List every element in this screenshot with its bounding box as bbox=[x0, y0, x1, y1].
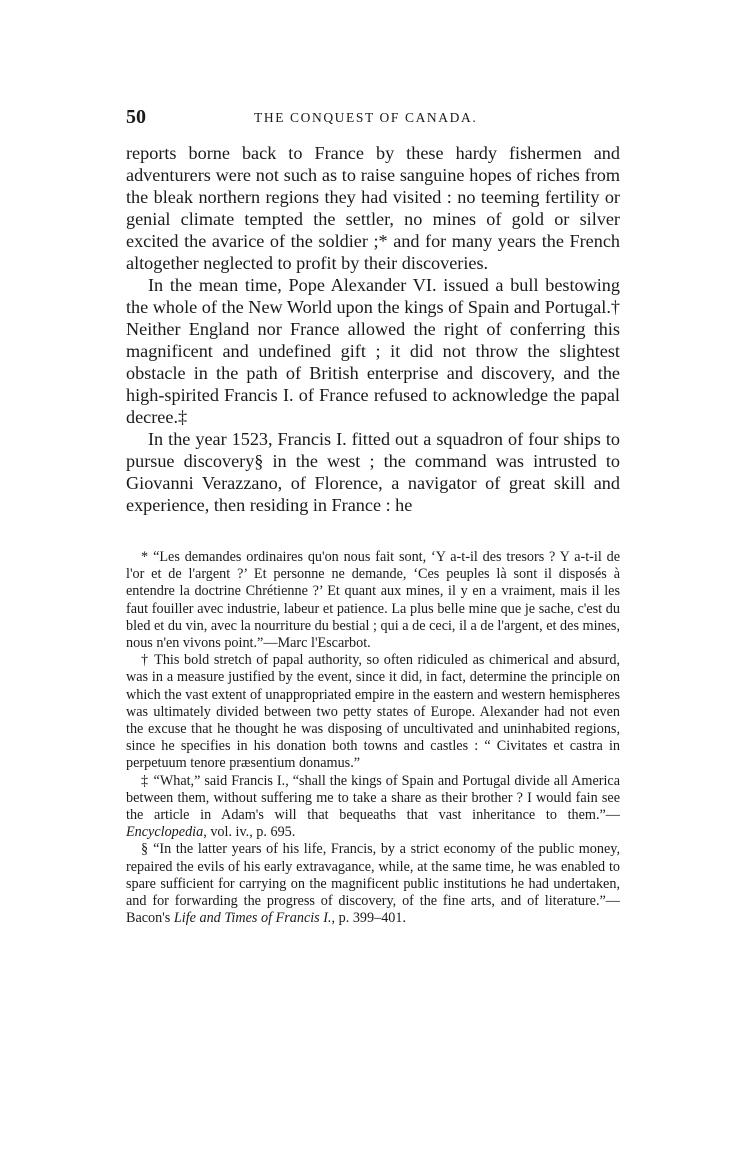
footnote-text: “In the latter years of his life, Francis, by a strict economy of the public money, repaired the evils of his early extravagance, while, at the same time, he was enabled to spare sufficient for carrying on the magnificent public institutions he had undertaken, and for forwarding the progress of discovery, of the fine arts, and of literature.”— Bacon's bbox=[126, 841, 620, 927]
footnote-mark: * bbox=[141, 549, 149, 565]
paragraph-verazzano: In the year 1523, Francis I. fitted out a squadron of four ships to pursue discovery§ in the west ; the command was intrusted to Giovanni Verazzano, of Florence, a navigator of great skill and experience, then residing in France : he bbox=[126, 429, 620, 515]
footnote-double-dagger bbox=[126, 773, 620, 842]
page-number: 50 bbox=[126, 106, 146, 128]
footnote-dagger bbox=[126, 652, 620, 772]
footnote-mark: ‡ bbox=[141, 772, 149, 789]
page-header bbox=[126, 106, 620, 130]
footnote-citation: , vol. iv., p. 695. bbox=[203, 824, 296, 841]
paragraph-papal-bull: In the mean time, Pope Alexander VI. issued a bull bestowing the whole of the New World upon the kings of Spain and Portugal.† Neither England nor France allowed the right of conferring this magnificent and undefined gift ; it did not throw the slightest obstacle in the path of British enterprise and discovery, and the high-spirited Francis I. of France refused to acknowledge the papal decree.‡ bbox=[126, 275, 620, 427]
footnote-text: “Les demandes ordinaires qu'on nous fait sont, ‘Y a-t-il des tresors ? Y a-t-il de l'or et de l'argent ?’ Et personne ne demande, ‘Ces peuples là sont il disposés à entendre la doctrine Chrétienne ?’ Et quant aux mines, il y en a vraiment, mais il les faut fouiller avec industrie, labeur et patience. La plus belle mine que je sache, c'est du bled et du vin, avec la nourriture du bestial ; qui a de ceci, il a de l'argent, et des mines, nous n'en vivons point.”—Marc l'Escarbot. bbox=[126, 549, 620, 652]
footnote-section bbox=[126, 841, 620, 927]
footnote-mark: † bbox=[141, 652, 150, 669]
footnote-text: “What,” said Francis I., “shall the kings of Spain and Portugal divide all America between them, without suffering me to take a share as their brother ? I would fain see the article in Adam's will that bequeaths that vast inheritance to them.”— bbox=[126, 772, 621, 824]
footnote-asterisk bbox=[126, 549, 620, 652]
paragraph-continued: reports borne back to France by these hardy fishermen and adventurers were not such as to raise sanguine hopes of riches from the bleak northern regions they had visited : no teeming fertility or genial climate tempted the settler, no mines of gold or silver excited the avarice of the soldier ;* and for many years the French altogether neglected to profit by their discoveries. bbox=[126, 143, 620, 273]
footnote-mark: § bbox=[141, 841, 149, 858]
footnote-citation: , p. 399–401. bbox=[331, 910, 407, 927]
footnotes bbox=[126, 549, 620, 927]
running-title: THE CONQUEST OF CANADA. bbox=[254, 110, 478, 125]
footnote-text: This bold stretch of papal authority, so often ridiculed as chimerical and absurd, was in a measure justified by the event, since it did, in fact, determine the principle on which the vast extent of unappropriated empire in the eastern and western hemispheres was ultimately divided between two petty states of Europe. Alexander had not even the excuse that he thought he was disposing of uncultivated and uninhabited regions, since he specifies in his donation both towns and castles : “ Civitates et castra in perpetuum tenore præsentium donamus.” bbox=[126, 652, 620, 772]
footnote-source-title: Encyclopedia bbox=[126, 824, 204, 841]
footnote-source-title: Life and Times of Francis I. bbox=[173, 910, 332, 927]
main-text bbox=[126, 142, 620, 516]
